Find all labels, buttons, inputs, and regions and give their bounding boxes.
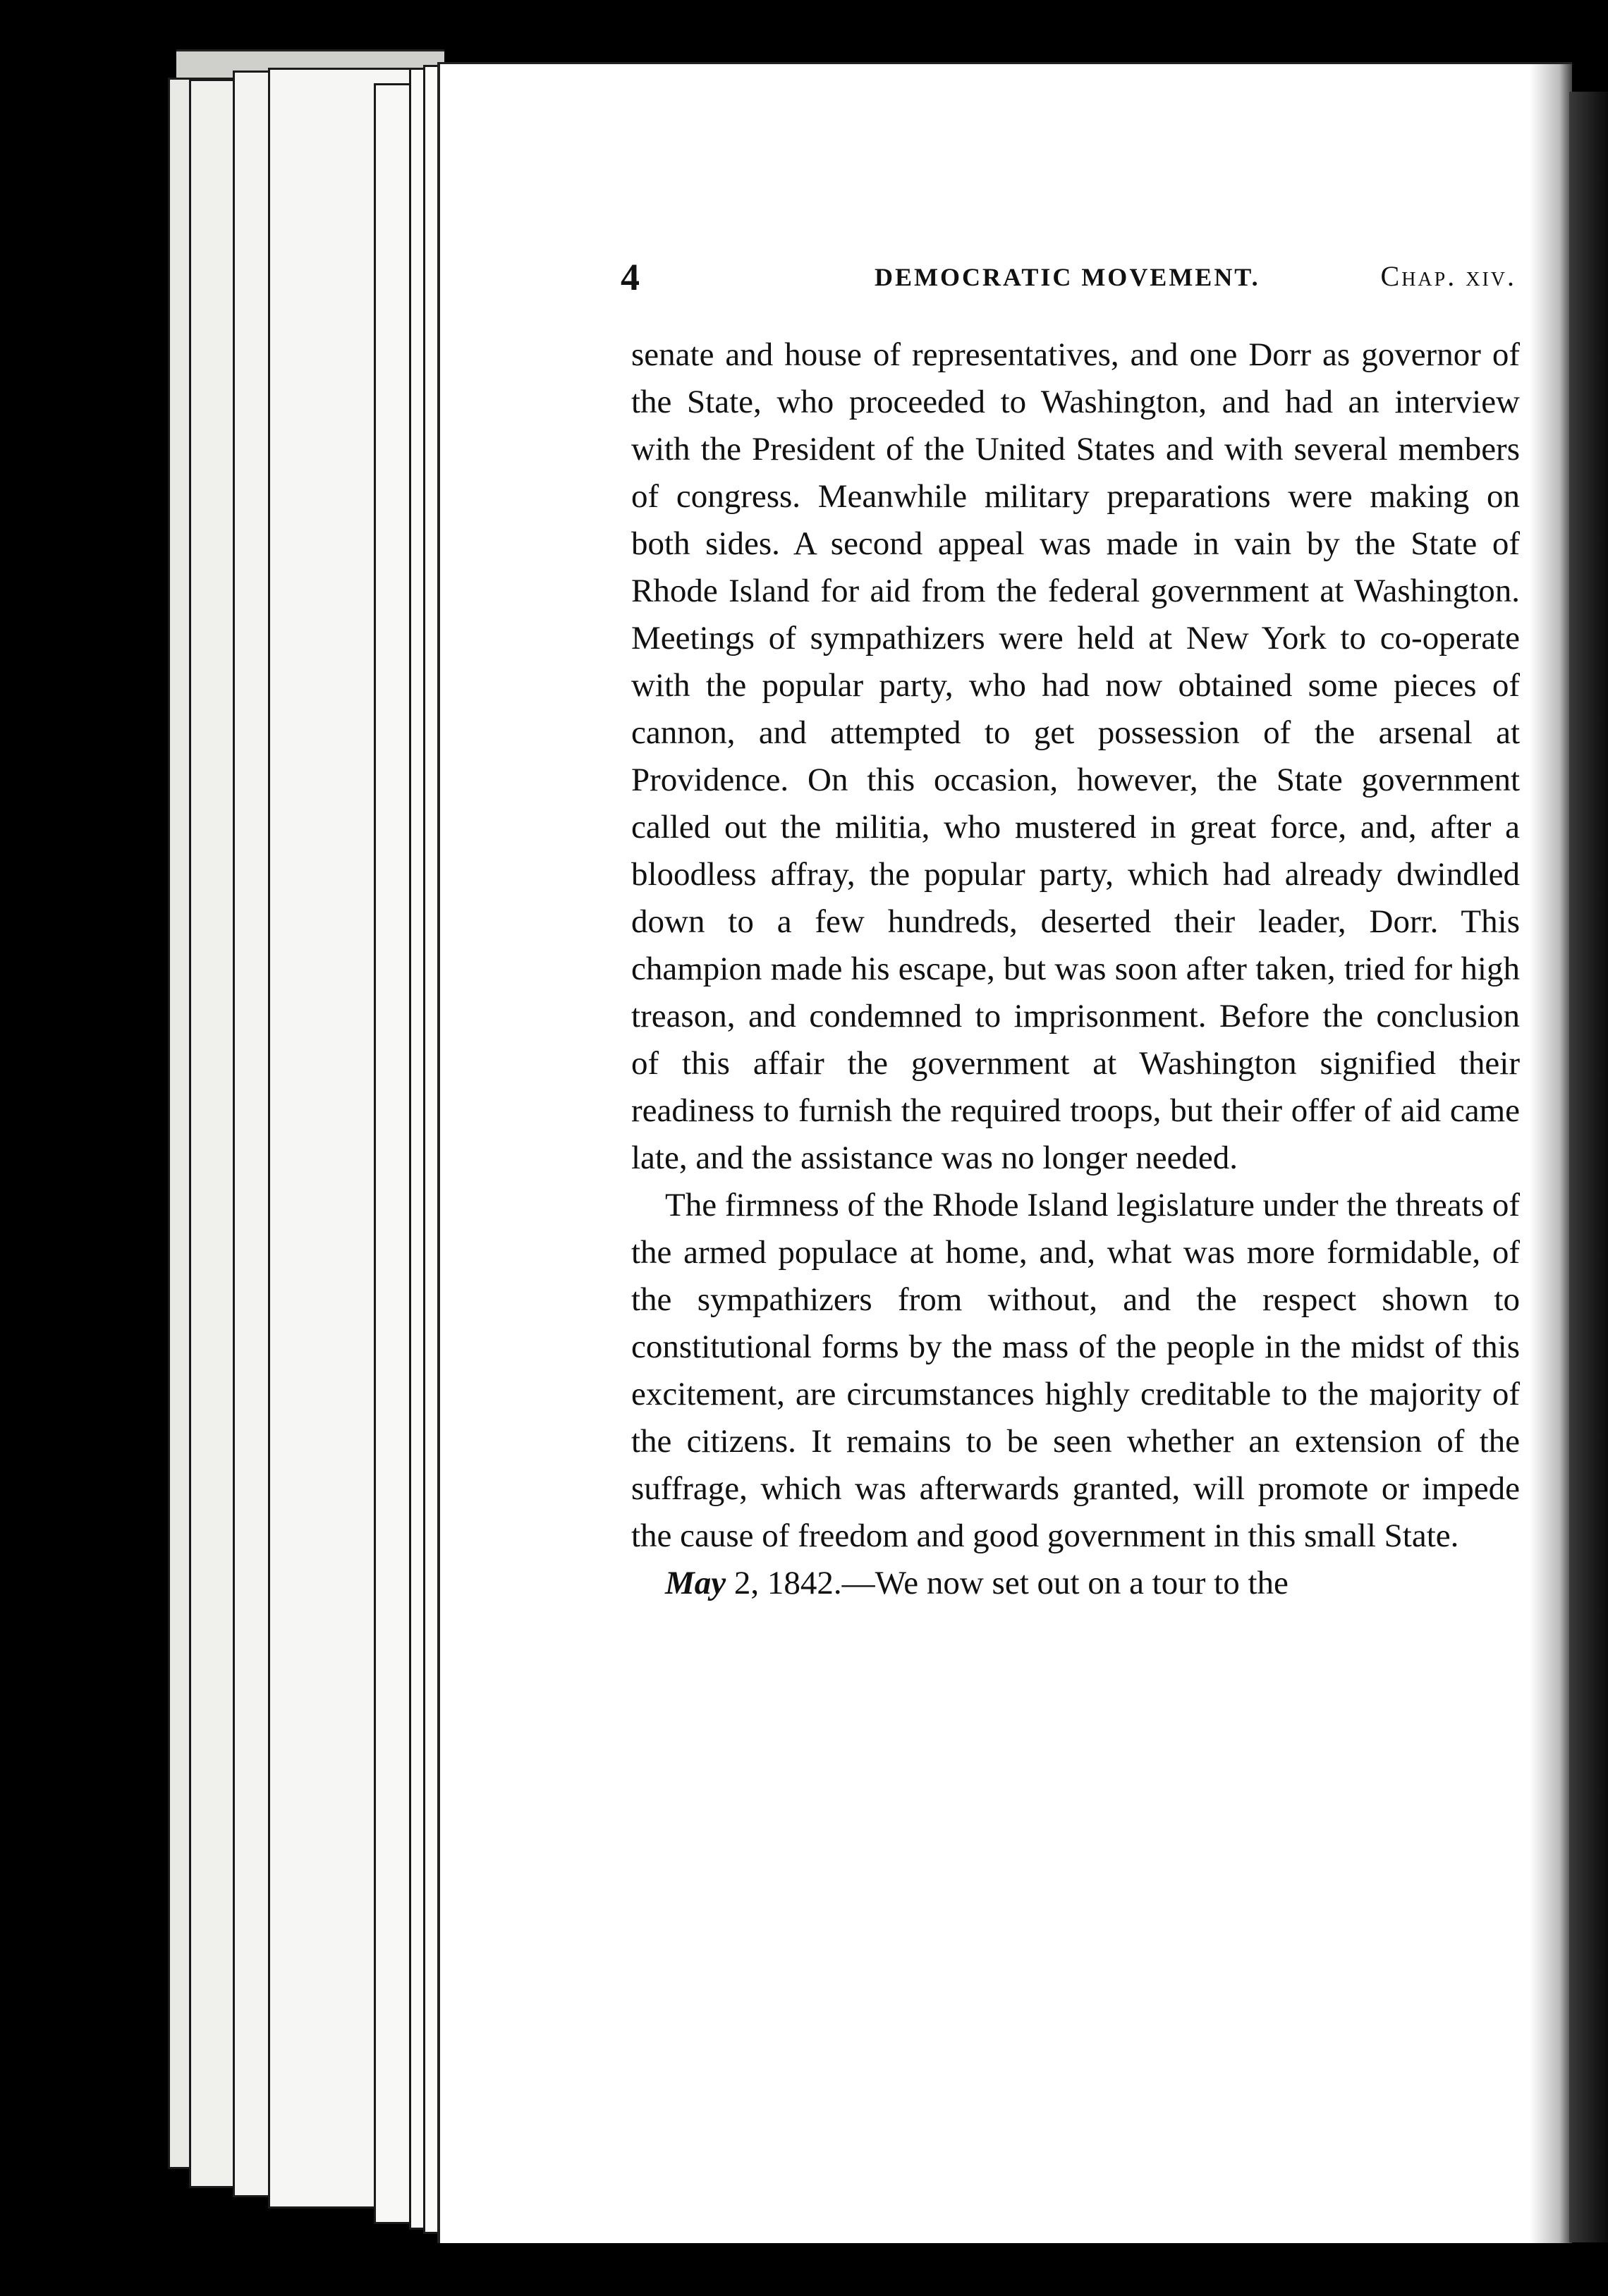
paragraph: The firmness of the Rhode Island legislature under the threats of the armed populace at home, and, what was more formidable, of the sympathizers from without, and the respect shown to constitutional forms by the mass of the people in the midst of this excitement, are circumstances highly creditable to the majority of the citizens. It remains to be seen whether an extension of the suffrage, which was afterwards granted, will promote or impede the cause of freedom and good government in this small State. — [631, 1187, 1520, 1554]
running-title: DEMOCRATIC MOVEMENT. — [875, 263, 1260, 291]
paragraph-text: 2, 1842.—We now set out on a tour to the — [726, 1565, 1289, 1601]
date-lead: May — [665, 1565, 726, 1601]
chapter-label: Chap. xiv. — [1380, 260, 1516, 292]
running-head — [621, 255, 1516, 298]
paragraph — [631, 1560, 1520, 1607]
page-number: 4 — [621, 256, 641, 298]
paragraph: senate and house of representatives, and one Dorr as governor of the State, who proceeded to Washington, and had an interview with the President of the United States and with several members of congress. Meanwhile military preparations were making on both sides. A second appeal was made in vain by the State of Rhode Island for aid from the federal government at Washington. Meetings of sympathizers were held at New York to co-operate with the popular party, who had now obtained some pieces of cannon, and attempted to get possession of the arsenal at Providence. On this occasion, however, the State government called out the militia, who mustered in great force, and, after a bloodless affray, the popular party, which had already dwindled down to a few hundreds, deserted their leader, Dorr. This champion made his escape, but was soon after taken, tried for high treason, and condemned to imprisonment. Before the conclusion of this affair the government at Washington signified their readiness to furnish the required troops, but their offer of aid came late, and the assistance was no longer needed. — [631, 336, 1520, 1176]
body-text — [631, 331, 1520, 1607]
binding-shadow — [1569, 92, 1608, 2242]
gutter-shadow — [1530, 64, 1572, 2243]
